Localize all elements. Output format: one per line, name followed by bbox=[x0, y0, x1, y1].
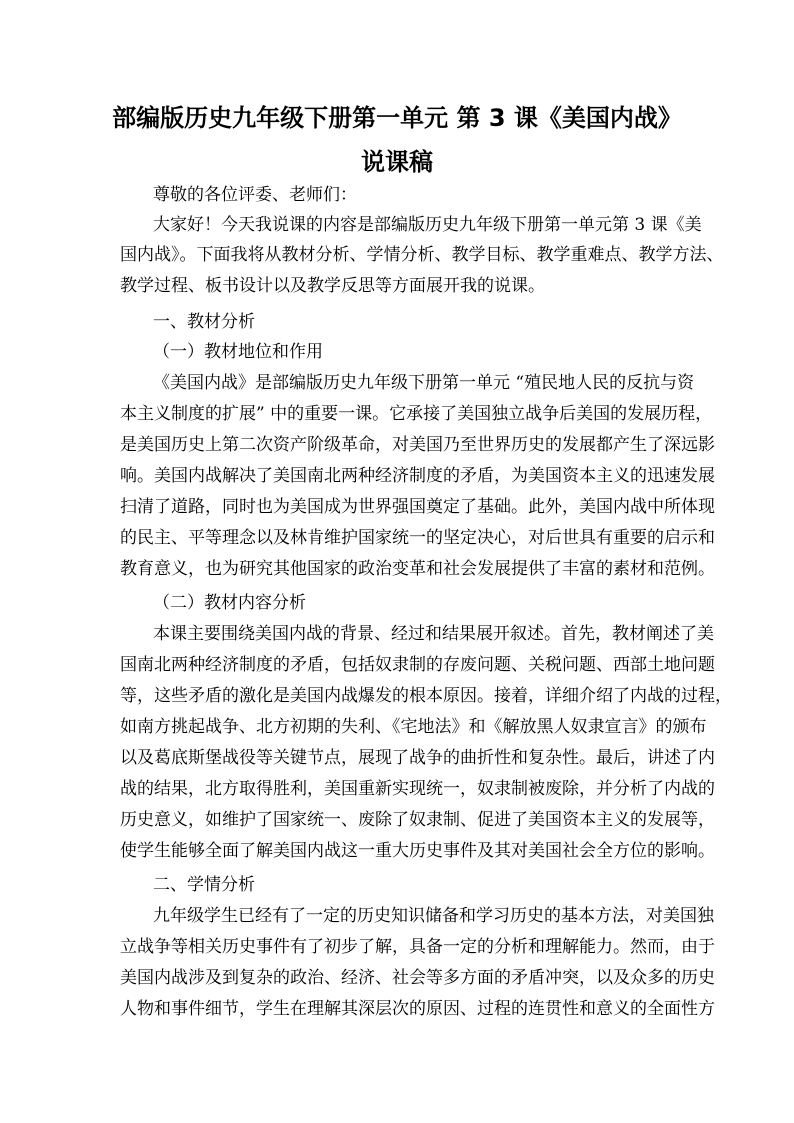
document-title-line-2: 说课稿 bbox=[361, 148, 433, 176]
paragraph-line: 的民主、平等理念以及林肯维护国家统一的坚定决心，对后世具有重要的启示和 bbox=[120, 528, 715, 548]
paragraph-line: 响。美国内战解决了美国南北两种经济制度的矛盾，为美国资本主义的迅速发展 bbox=[120, 466, 715, 486]
subsection-heading: （二）教材内容分析 bbox=[153, 593, 306, 613]
paragraph-line: 以及葛底斯堡战役等关键节点，展现了战争的曲折性和复杂性。最后，讲述了内 bbox=[120, 748, 715, 768]
paragraph-line: 本课主要围绕美国内战的背景、经过和结果展开叙述。首先，教材阐述了美 bbox=[153, 624, 714, 644]
paragraph-line: 等，这些矛盾的激化是美国内战爆发的根本原因。接着，详细介绍了内战的过程， bbox=[120, 686, 732, 706]
paragraph-line: 使学生能够全面了解美国内战这一重大历史事件及其对美国社会全方位的影响。 bbox=[120, 841, 715, 861]
subsection-heading: （一）教材地位和作用 bbox=[153, 342, 323, 362]
paragraph-line: 国内战》。下面我将从教材分析、学情分析、教学目标、教学重难点、教学方法、 bbox=[120, 245, 724, 265]
paragraph-line: 是美国历史上第二次资产阶级革命，对美国乃至世界历史的发展都产生了深远影 bbox=[120, 435, 715, 455]
paragraph-line: 《美国内战》是部编版历史九年级下册第一单元 “殖民地人民的反抗与资 bbox=[153, 373, 695, 393]
paragraph-line: 扫清了道路，同时也为美国成为世界强国奠定了基础。此外，美国内战中所体现 bbox=[120, 497, 715, 517]
paragraph-line: 立战争等相关历史事件有了初步了解，具备一定的分析和理解能力。然而，由于 bbox=[120, 937, 715, 957]
paragraph-line: 大家好！今天我说课的内容是部编版历史九年级下册第一单元第 3 课《美 bbox=[153, 215, 702, 235]
paragraph-line: 美国内战涉及到复杂的政治、经济、社会等多方面的矛盾冲突，以及众多的历史 bbox=[120, 968, 715, 988]
salutation-text: 尊敬的各位评委、老师们： bbox=[153, 185, 357, 205]
section-heading: 一、教材分析 bbox=[153, 312, 255, 332]
paragraph-line: 教育意义，也为研究其他国家的政治变革和社会发展提供了丰富的素材和范例。 bbox=[120, 559, 715, 579]
paragraph-line: 国南北两种经济制度的矛盾，包括奴隶制的存废问题、关税问题、西部土地问题 bbox=[120, 655, 715, 675]
paragraph-line: 人物和事件细节，学生在理解其深层次的原因、过程的连贯性和意义的全面性方 bbox=[120, 999, 715, 1019]
paragraph-line: 战的结果，北方取得胜利，美国重新实现统一，奴隶制被废除，并分析了内战的 bbox=[120, 779, 715, 799]
section-heading: 二、学情分析 bbox=[153, 875, 255, 895]
paragraph-line: 教学过程、板书设计以及教学反思等方面展开我的说课。 bbox=[120, 276, 545, 296]
document-title-line-1: 部编版历史九年级下册第一单元 第 3 课《美国内战》 bbox=[112, 104, 682, 132]
paragraph-line: 如南方挑起战争、北方初期的失利、《宅地法》和《解放黑人奴隶宣言》的颁布 bbox=[120, 717, 707, 737]
paragraph-line: 本主义制度的扩展” 中的重要一课。它承接了美国独立战争后美国的发展历程， bbox=[120, 404, 713, 424]
paragraph-line: 九年级学生已经有了一定的历史知识储备和学习历史的基本方法，对美国独 bbox=[153, 906, 714, 926]
paragraph-line: 历史意义，如维护了国家统一、废除了奴隶制、促进了美国资本主义的发展等， bbox=[120, 810, 715, 830]
